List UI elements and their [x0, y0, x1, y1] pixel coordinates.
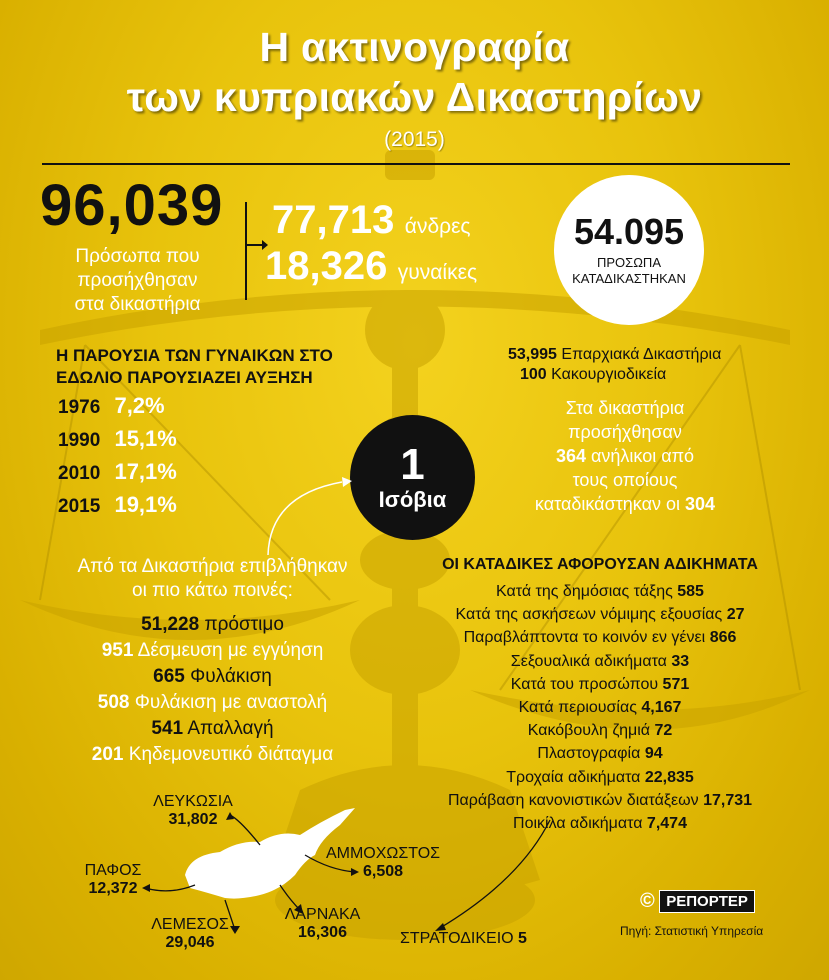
- men-count: [272, 198, 471, 243]
- penalties-heading: [40, 555, 385, 603]
- assize-courts: [520, 366, 666, 384]
- women-count: [265, 244, 477, 289]
- title-line-1: Η ακτινογραφία: [259, 24, 570, 70]
- map-label-larnaka: [270, 906, 375, 942]
- minors-line-3: ανήλικοι από: [591, 446, 695, 466]
- penalties-list: [40, 612, 385, 768]
- offence-num: 571: [662, 675, 690, 693]
- lemesos-count: 29,046: [165, 934, 215, 951]
- offence-label: Κατά του προσώπου: [510, 675, 659, 693]
- penalty-label: πρόστιμο: [204, 614, 284, 635]
- map-label-pafos: [68, 862, 158, 898]
- penalty-label: Απαλλαγή: [187, 718, 274, 739]
- lefkosia-name: ΛΕΥΚΩΣΙΑ: [153, 793, 233, 810]
- penalty-item: [40, 742, 385, 768]
- offence-label: Ποικίλα αδικήματα: [513, 815, 643, 833]
- women-trend-row: [58, 492, 177, 525]
- military-court: [400, 930, 527, 948]
- penalty-item: [40, 612, 385, 638]
- title-year: (2015): [384, 128, 445, 151]
- brand-name: ΡΕΠΟΡΤΕΡ: [659, 890, 755, 913]
- women-trend-heading: [56, 345, 333, 389]
- penalty-item: [40, 716, 385, 742]
- pafos-name: ΠΑΦΟΣ: [84, 862, 142, 879]
- larnaka-name: ΛΑΡΝΑΚΑ: [284, 906, 361, 923]
- penalties-heading-1: Από τα Δικαστήρια επιβλήθηκαν: [77, 556, 348, 577]
- penalty-num: 541: [151, 718, 184, 739]
- offence-num: 7,474: [646, 815, 687, 833]
- offence-item: [400, 650, 800, 673]
- assize-courts-label: Κακουργιοδικεία: [551, 366, 667, 383]
- map-label-lefkosia: [138, 793, 248, 829]
- title-divider: [42, 163, 790, 165]
- trend-year: 2015: [58, 496, 101, 517]
- offence-num: 94: [644, 745, 663, 763]
- offence-num: 866: [709, 629, 737, 647]
- penalty-item: [40, 638, 385, 664]
- penalty-item: [40, 690, 385, 716]
- men-value: 77,713: [272, 198, 395, 242]
- penalty-label: Δέσμευση με εγγύηση: [137, 640, 324, 661]
- penalty-num: 665: [153, 666, 185, 687]
- offence-num: 22,835: [644, 768, 694, 786]
- offence-label: Κατά της ασκήσεων νόμιμης εξουσίας: [455, 606, 723, 624]
- total-people-value: 96,039: [40, 173, 224, 238]
- minors-line-2: προσήχθησαν: [568, 422, 682, 442]
- minors-line-1: Στα δικαστήρια: [565, 398, 685, 418]
- lemesos-name: ΛΕΜΕΣΟΣ: [151, 916, 229, 933]
- bracket-arrow-icon: [238, 200, 268, 310]
- minors-convicted-count: 304: [685, 494, 716, 514]
- offence-label: Σεξουαλικά αδικήματα: [510, 652, 667, 670]
- trend-percent: 7,2%: [114, 393, 165, 418]
- offence-label: Παράβαση κανονιστικών διατάξεων: [447, 791, 699, 809]
- trend-percent: 19,1%: [114, 492, 177, 517]
- women-trend-row: [58, 459, 177, 492]
- offence-label: Παραβλάπτοντα το κοινόν εν γένει: [463, 629, 706, 647]
- women-trend-row: [58, 393, 177, 426]
- offence-label: Τροχαία αδικήματα: [506, 768, 641, 786]
- district-courts-label: Επαρχιακά Δικαστήρια: [561, 346, 722, 363]
- penalty-label: Φυλάκιση: [190, 666, 272, 687]
- convicted-circle: [554, 175, 704, 325]
- offence-num: 33: [671, 652, 690, 670]
- convicted-label-1: ΠΡΟΣΩΠΑ: [597, 255, 661, 270]
- offence-item: [400, 580, 800, 603]
- map-label-ammochostos: [318, 845, 448, 881]
- women-label: γυναίκες: [397, 261, 478, 284]
- offence-item: [400, 603, 800, 626]
- assize-courts-num: 100: [520, 366, 547, 383]
- life-sentence-circle: [350, 415, 475, 540]
- copyright-symbol: ©: [640, 890, 655, 912]
- offence-label: Κατά της δημόσιας τάξης: [496, 583, 673, 600]
- offences-heading: ΟΙ ΚΑΤΑΔΙΚΕΣ ΑΦΟΡΟΥΣΑΝ ΑΔΙΚΗΜΑΤΑ: [442, 556, 758, 573]
- penalty-num: 51,228: [141, 614, 200, 635]
- trend-percent: 17,1%: [114, 459, 177, 484]
- trend-year: 1976: [58, 397, 101, 418]
- larnaka-count: 16,306: [298, 924, 347, 941]
- source-note: Πηγή: Στατιστική Υπηρεσία: [620, 924, 764, 938]
- total-label-line-1: Πρόσωπα που: [75, 246, 200, 267]
- military-court-count: 5: [518, 930, 527, 947]
- map-label-lemesos: [140, 916, 240, 952]
- lefkosia-count: 31,802: [168, 811, 218, 828]
- offence-item: [400, 766, 800, 789]
- penalty-label: Φυλάκιση με αναστολή: [134, 692, 328, 713]
- men-label: άνδρες: [404, 215, 471, 238]
- life-sentence-label: Ισόβια: [378, 486, 447, 512]
- women-trend-row: [58, 426, 177, 459]
- penalty-item: [40, 664, 385, 690]
- minors-info: [500, 396, 750, 516]
- penalty-num: 508: [97, 692, 130, 713]
- penalty-num: 951: [101, 640, 134, 661]
- district-courts-num: 53,995: [508, 346, 557, 363]
- ammochostos-name: ΑΜΜΟΧΩΣΤΟΣ: [325, 845, 441, 862]
- offence-num: 27: [726, 606, 745, 624]
- convicted-value: 54.095: [573, 211, 685, 252]
- women-trend-list: [58, 393, 177, 525]
- trend-percent: 15,1%: [114, 426, 177, 451]
- ammochostos-count: 6,508: [362, 863, 404, 880]
- offence-label: Κακόβουλη ζημιά: [527, 722, 651, 740]
- penalties-heading-2: οι πιο κάτω ποινές:: [132, 580, 293, 601]
- convicted-label-2: ΚΑΤΑΔΙΚΑΣΤΗΚΑΝ: [572, 271, 686, 286]
- offence-num: 4,167: [641, 699, 682, 717]
- trend-year: 2010: [58, 463, 101, 484]
- district-courts: [508, 346, 721, 364]
- minors-line-5: καταδικάστηκαν οι: [534, 494, 681, 514]
- women-trend-heading-1: Η ΠΑΡΟΥΣΙΑ ΤΩΝ ΓΥΝΑΙΚΩΝ ΣΤΟ: [56, 346, 333, 365]
- minors-count: 364: [555, 446, 586, 466]
- total-label-line-2: προσήχθησαν: [77, 270, 198, 291]
- offence-item: [400, 673, 800, 696]
- pafos-count: 12,372: [88, 880, 138, 897]
- penalty-num: 201: [91, 744, 124, 765]
- minors-line-4: τους οποίους: [572, 470, 678, 490]
- total-people-label: [45, 245, 230, 317]
- offence-item: [400, 696, 800, 719]
- offence-num: 17,731: [703, 791, 753, 809]
- trend-year: 1990: [58, 430, 101, 451]
- women-trend-heading-2: ΕΔΩΛΙΟ ΠΑΡΟΥΣΙΑΖΕΙ ΑΥΞΗΣΗ: [56, 368, 313, 387]
- offence-num: 585: [677, 583, 704, 600]
- offences-list: [400, 580, 800, 835]
- offence-item: [400, 742, 800, 765]
- offence-item: [400, 626, 800, 649]
- penalty-label: Κηδεμονευτικό διάταγμα: [128, 744, 334, 765]
- curved-arrow-icon: [260, 470, 360, 560]
- life-sentence-count: 1: [400, 439, 425, 489]
- women-value: 18,326: [265, 244, 388, 288]
- offence-item: [400, 719, 800, 742]
- offence-label: Κατά περιουσίας: [518, 699, 642, 717]
- offence-num: 72: [654, 722, 673, 740]
- total-label-line-3: στα δικαστήρια: [74, 294, 201, 315]
- military-court-label: ΣΤΡΑΤΟΔΙΚΕΙΟ: [400, 930, 514, 947]
- brand-logo: [640, 890, 755, 913]
- title-line-2: των κυπριακών Δικαστηρίων: [126, 74, 703, 120]
- offence-label: Πλαστογραφία: [537, 745, 641, 763]
